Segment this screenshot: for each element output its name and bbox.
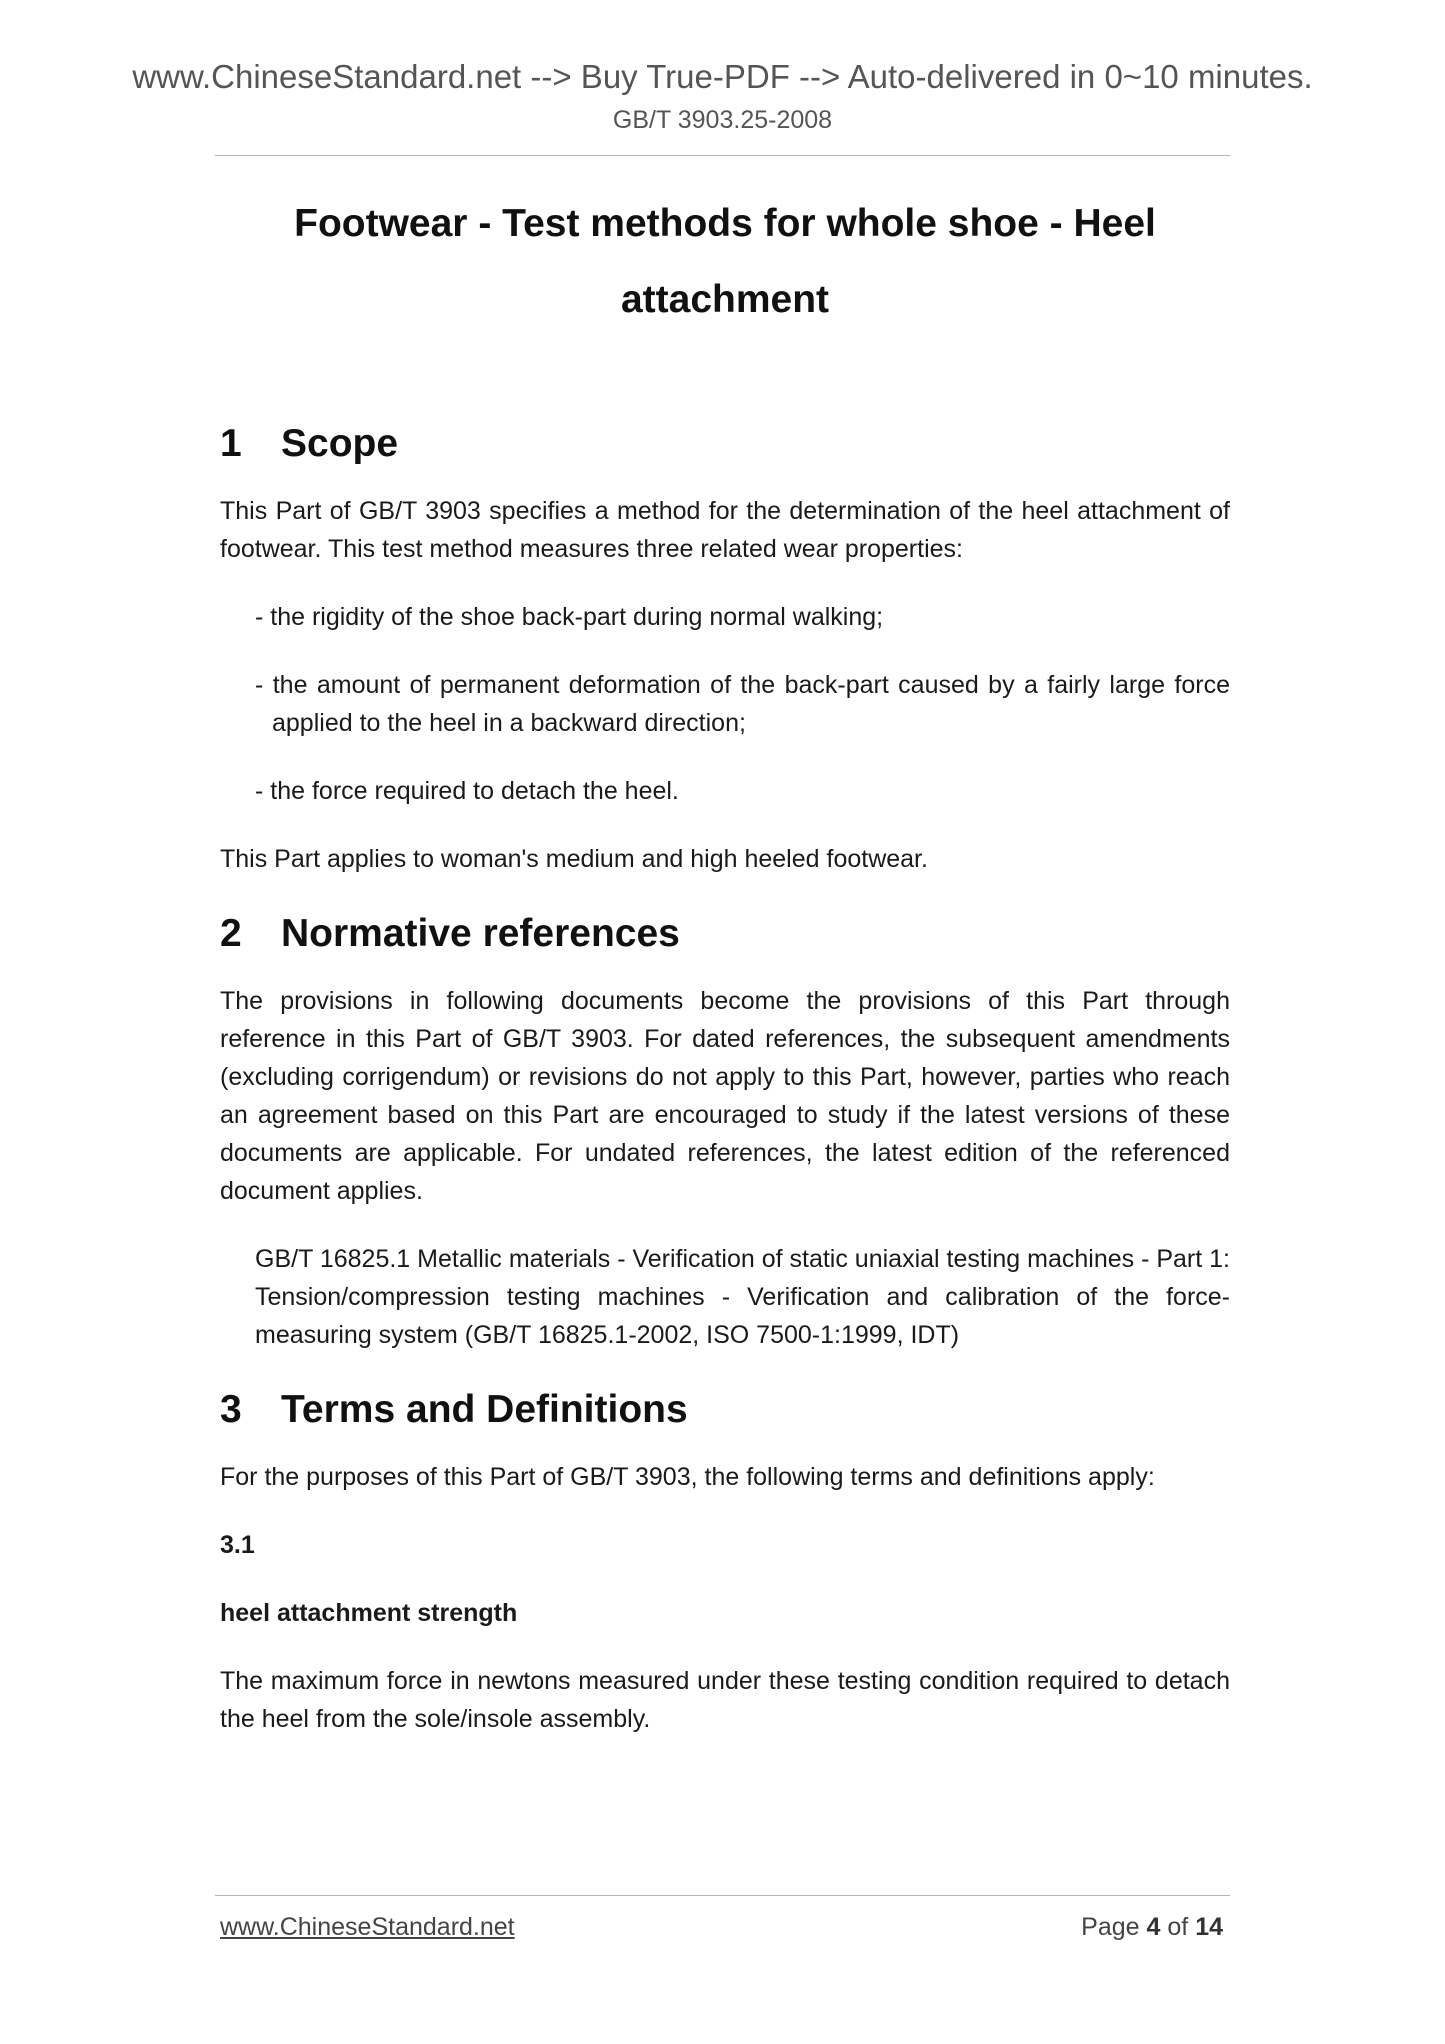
page-number xyxy=(1081,1913,1223,1942)
page-content xyxy=(220,186,1230,1738)
section-title: Normative references xyxy=(281,912,680,955)
term-number: 3.1 xyxy=(220,1531,255,1559)
header-divider xyxy=(215,155,1230,156)
document-title-line2: attachment xyxy=(620,278,830,321)
scope-item-deformation: - the amount of permanent deformation of the back-part caused by a fairly large force applied to the heel in a backward direction; xyxy=(255,671,1230,737)
scope-item-rigidity: - the rigidity of the shoe back-part during normal walking; xyxy=(255,603,884,631)
footer-website-link[interactable]: www.ChineseStandard.net xyxy=(220,1913,515,1941)
section-title: Scope xyxy=(281,422,399,465)
normative-intro: The provisions in following documents become the provisions of this Part through reference in this Part of GB/T 3903. For dated references, the subsequent amendments (excluding corrigendum) or revisions do not apply to this Part, however, parties who reach an agreement based on this Part are encouraged to study if the latest versions of these documents are applicable. For undated references, the latest edition of the referenced document applies. xyxy=(220,987,1230,1205)
page-of: of xyxy=(1167,1913,1189,1941)
section-heading-normative xyxy=(220,912,1230,956)
section-heading-terms xyxy=(220,1388,1230,1432)
footer-divider xyxy=(215,1895,1230,1896)
term-name: heel attachment strength xyxy=(220,1599,518,1627)
terms-intro: For the purposes of this Part of GB/T 3903, the following terms and definitions apply: xyxy=(220,1463,1155,1491)
page-current: 4 xyxy=(1146,1913,1161,1941)
scope-item-detach-force: - the force required to detach the heel. xyxy=(255,777,679,805)
scope-applies: This Part applies to woman's medium and high heeled footwear. xyxy=(220,845,928,873)
header-banner: www.ChineseStandard.net --> Buy True-PDF --> Auto-delivered in 0~10 minutes. xyxy=(132,58,1313,95)
normative-reference: GB/T 16825.1 Metallic materials - Verification of static uniaxial testing machines - Part 1: Tension/compression testing machines - Verification and calibration of the force-measuring system (GB/T 16825.1-2002, ISO 7500-1:1999, IDT) xyxy=(255,1245,1230,1349)
scope-intro: This Part of GB/T 3903 specifies a method for the determination of the heel attachment of footwear. This test method measures three related wear properties: xyxy=(220,497,1230,563)
page-total: 14 xyxy=(1195,1913,1223,1941)
section-number: 3 xyxy=(220,1388,242,1431)
section-number: 1 xyxy=(220,422,242,465)
section-number: 2 xyxy=(220,912,242,955)
term-definition: The maximum force in newtons measured under these testing condition required to detach the heel from the sole/insole assembly. xyxy=(220,1667,1230,1733)
document-title-line1: Footwear - Test methods for whole shoe - Heel xyxy=(294,202,1156,245)
section-title: Terms and Definitions xyxy=(281,1388,688,1431)
page-label: Page xyxy=(1081,1913,1140,1941)
document-title xyxy=(220,186,1230,338)
section-heading-scope xyxy=(220,422,1230,466)
header-standard-number: GB/T 3903.25-2008 xyxy=(612,106,833,134)
